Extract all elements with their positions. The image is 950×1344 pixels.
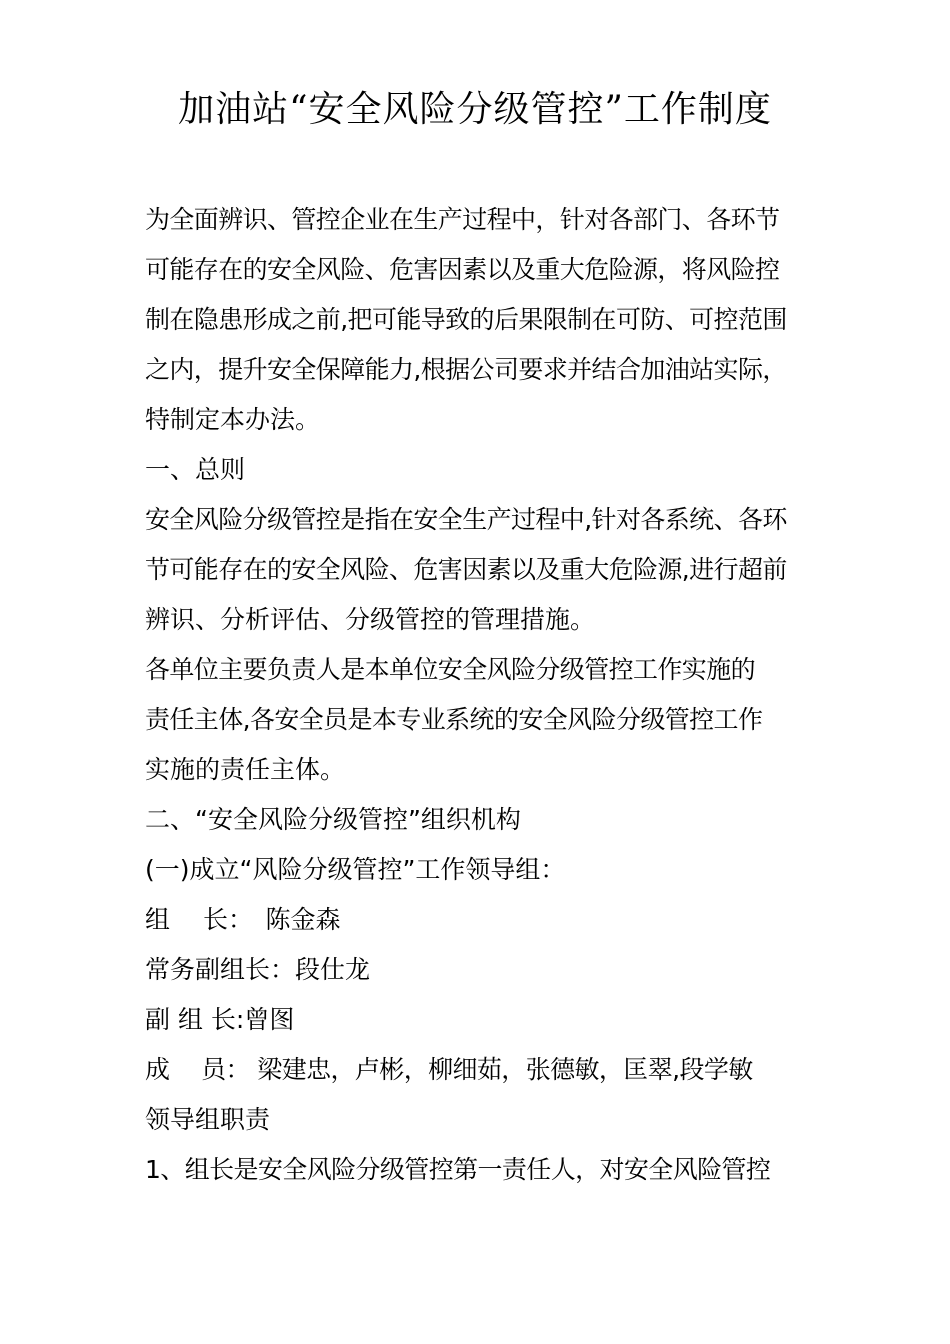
paragraph-line: 制在隐患形成之前,把可能导致的后果限制在可防、可控范围 (145, 305, 787, 334)
vice-leader-line: 副 组 长:曾图 (145, 1005, 295, 1034)
paragraph-line: 节可能存在的安全风险、危害因素以及重大危险源,进行超前 (145, 555, 787, 584)
paragraph-line: 辨识、分析评估、分级管控的管理措施。 (145, 605, 596, 634)
section-heading: 二、“安全风险分级管控”组织机构 (145, 805, 521, 834)
paragraph-line: 各单位主要负责人是本单位安全风险分级管控工作实施的 (145, 655, 756, 684)
paragraph-line: 可能存在的安全风险、危害因素以及重大危险源，将风险控 (145, 255, 780, 284)
section-heading: 领导组职责 (145, 1105, 271, 1134)
paragraph-line: 安全风险分级管控是指在安全生产过程中,针对各系统、各环 (145, 505, 787, 534)
paragraph-line: 实施的责任主体。 (145, 755, 346, 784)
subsection-heading: (一)成立“风险分级管控”工作领导组： (145, 855, 566, 884)
paragraph-line: 之内，提升安全保障能力,根据公司要求并结合加油站实际， (145, 355, 787, 384)
section-heading: 一、总则 (145, 455, 246, 484)
members-line: 成 员： 梁建忠，卢彬，柳细茹，张德敏，匡翠,段学敏 (145, 1055, 753, 1084)
document-title: 加油站“安全风险分级管控”工作制度 (178, 89, 772, 130)
paragraph-line: 为全面辨识、管控企业在生产过程中，针对各部门、各环节 (145, 205, 780, 234)
paragraph-line: 特制定本办法。 (145, 405, 321, 434)
numbered-item: 1、组长是安全风险分级管控第一责任人，对安全风险管控 (145, 1155, 771, 1184)
document-body (145, 195, 815, 1195)
paragraph-line: 责任主体,各安全员是本专业系统的安全风险分级管控工作 (145, 705, 763, 734)
deputy-leader-line: 常务副组长：段仕龙 (145, 955, 371, 984)
leader-line: 组 长： 陈金森 (145, 905, 341, 934)
